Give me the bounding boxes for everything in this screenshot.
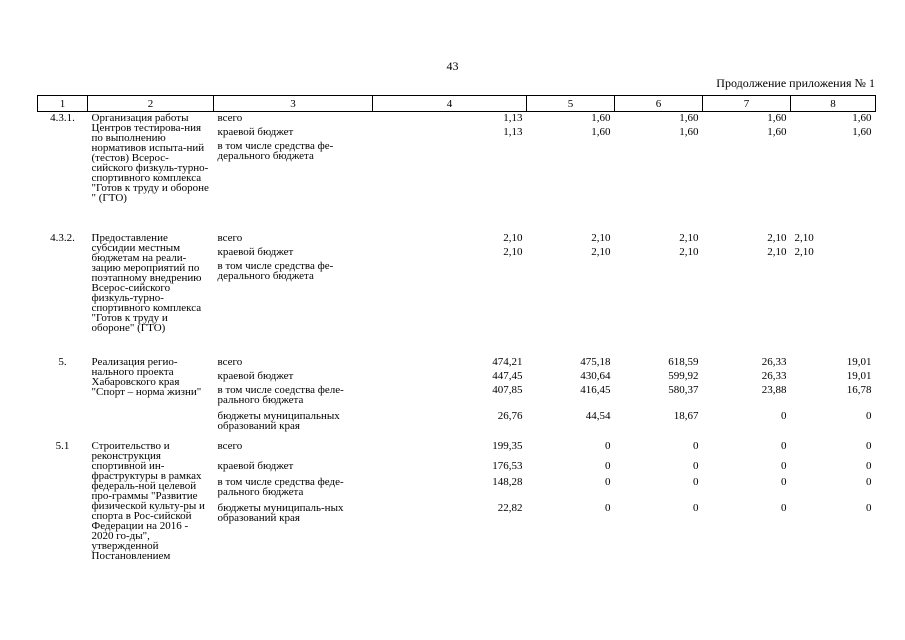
row-name: Строительство и реконструкция спортивной ин-фраструктуры в рамках федераль-ной целевой про-граммы "Развитие физической культу-ры и спорта в Рос-сийской Федерации на 2016 - 2020 го-ды", утвержденной Постановлением — [91, 439, 205, 562]
value-cell: 1,60 — [679, 126, 699, 138]
row-sources — [214, 232, 373, 356]
value-cell: 416,45 — [580, 383, 611, 396]
value-cell: 2,10 — [503, 245, 523, 258]
source-label: всего — [217, 231, 243, 244]
value-cell: 23,88 — [761, 383, 787, 396]
values-col-8 — [791, 356, 876, 440]
value-cell: 1,60 — [767, 112, 787, 124]
value-cell: 199,35 — [492, 439, 523, 452]
source-label: всего — [217, 439, 243, 452]
value-cell: 0 — [866, 439, 872, 452]
column-header-2: 2 — [88, 96, 214, 112]
values-col-7 — [703, 356, 791, 440]
value-cell: 1,60 — [852, 112, 872, 124]
value-cell: 19,01 — [846, 355, 872, 368]
value-cell: 2,10 — [794, 231, 814, 244]
value-cell: 2,10 — [591, 245, 611, 258]
value-cell: 0 — [693, 475, 699, 488]
value-cell: 2,10 — [679, 245, 699, 258]
value-cell: 0 — [866, 459, 872, 472]
source-label: краевой бюджет — [217, 369, 294, 382]
value-cell: 618,59 — [668, 355, 699, 368]
values-col-7 — [703, 440, 791, 590]
values-col-6 — [615, 232, 703, 356]
value-cell: 19,01 — [846, 369, 872, 382]
values-col-4 — [373, 356, 527, 440]
values-col-4 — [373, 112, 527, 232]
values-col-8 — [791, 440, 876, 590]
source-label: в том числе средства фе-дерального бюджета — [217, 259, 334, 282]
source-label: краевой бюджет — [217, 126, 294, 138]
value-cell: 580,37 — [668, 383, 699, 396]
values-col-5 — [527, 232, 615, 356]
value-cell: 2,10 — [503, 231, 523, 244]
value-cell: 1,60 — [591, 112, 611, 124]
value-cell: 2,10 — [679, 231, 699, 244]
column-header-3: 3 — [214, 96, 373, 112]
value-cell: 1,60 — [767, 126, 787, 138]
column-header-8: 8 — [791, 96, 876, 112]
value-cell: 2,10 — [767, 231, 787, 244]
column-header-7: 7 — [703, 96, 791, 112]
values-col-5 — [527, 356, 615, 440]
source-label: бюджеты муниципальных образований края — [217, 409, 340, 432]
values-col-5 — [527, 112, 615, 232]
source-label: всего — [217, 355, 243, 368]
value-cell: 0 — [866, 409, 872, 422]
value-cell: 599,92 — [668, 369, 699, 382]
page-number: 43 — [446, 59, 459, 73]
column-header-5: 5 — [527, 96, 615, 112]
values-col-4 — [373, 440, 527, 590]
row-sources — [214, 356, 373, 440]
source-label: краевой бюджет — [217, 459, 294, 472]
value-cell: 0 — [781, 459, 787, 472]
source-label: в том числе средства фе-дерального бюджета — [217, 140, 334, 162]
value-cell: 2,10 — [794, 245, 814, 258]
values-col-4 — [373, 232, 527, 356]
value-cell: 148,28 — [492, 475, 523, 488]
row-sources — [214, 112, 373, 232]
values-col-7 — [703, 112, 791, 232]
row-number: 4.3.1. — [50, 112, 75, 124]
value-cell: 1,13 — [503, 112, 523, 124]
value-cell: 44,54 — [585, 409, 611, 422]
value-cell: 26,33 — [761, 369, 787, 382]
value-cell: 0 — [781, 409, 787, 422]
row-name: Организация работы Центров тестирова-ния по выполнению нормативов испыта-ний (тестов) Всерос-сийского физкуль-турно-спортивного комплекса "Готов к труду и обороне " (ГТО) — [91, 112, 209, 204]
row-number: 5. — [58, 355, 67, 368]
value-cell: 0 — [693, 439, 699, 452]
values-col-5 — [527, 440, 615, 590]
value-cell: 0 — [605, 501, 611, 514]
value-cell: 1,60 — [591, 126, 611, 138]
value-cell: 0 — [605, 439, 611, 452]
source-label: бюджеты муниципаль-ных образований края — [217, 501, 344, 524]
row-name: Предоставление субсидии местным бюджетам на реали-зацию мероприятий по поэтапному внедрению Всерос-сийского физкуль-турно-спортивного комплекса "Готов к труду и обороне" (ГТО) — [91, 231, 202, 334]
value-cell: 1,13 — [503, 126, 523, 138]
values-col-6 — [615, 356, 703, 440]
source-label: краевой бюджет — [217, 245, 294, 258]
value-cell: 22,82 — [497, 501, 523, 514]
value-cell: 0 — [605, 459, 611, 472]
value-cell: 2,10 — [767, 245, 787, 258]
value-cell: 16,78 — [846, 383, 872, 396]
column-header-6: 6 — [615, 96, 703, 112]
value-cell: 26,33 — [761, 355, 787, 368]
value-cell: 0 — [781, 439, 787, 452]
row-number: 5.1 — [55, 439, 70, 452]
value-cell: 0 — [781, 501, 787, 514]
budget-table — [37, 95, 876, 590]
source-label: в том числе средства феде-рального бюджета — [217, 475, 344, 498]
table-row — [38, 232, 876, 356]
value-cell: 0 — [605, 475, 611, 488]
source-label: всего — [217, 112, 243, 124]
value-cell: 0 — [866, 501, 872, 514]
column-header-4: 4 — [373, 96, 527, 112]
value-cell: 1,60 — [679, 112, 699, 124]
value-cell: 447,45 — [492, 369, 523, 382]
value-cell: 407,85 — [492, 383, 523, 396]
value-cell: 0 — [781, 475, 787, 488]
table-row — [38, 112, 876, 232]
value-cell: 430,64 — [580, 369, 611, 382]
column-header-1: 1 — [38, 96, 88, 112]
row-number: 4.3.2. — [50, 231, 75, 244]
value-cell: 0 — [693, 459, 699, 472]
value-cell: 475,18 — [580, 355, 611, 368]
value-cell: 18,67 — [673, 409, 699, 422]
table-row — [38, 356, 876, 440]
value-cell: 0 — [693, 501, 699, 514]
values-col-8 — [791, 232, 876, 356]
values-col-6 — [615, 112, 703, 232]
values-col-8 — [791, 112, 876, 232]
value-cell: 2,10 — [591, 231, 611, 244]
values-col-6 — [615, 440, 703, 590]
row-name: Реализация регио-нального проекта Хабаровского края "Спорт – норма жизни" — [91, 355, 202, 398]
continuation-label: Продолжение приложения № 1 — [716, 76, 875, 90]
value-cell: 1,60 — [852, 126, 872, 138]
row-sources — [214, 440, 373, 590]
source-label: в том числе соедства феле-рального бюджета — [217, 383, 344, 406]
value-cell: 26,76 — [497, 409, 523, 422]
header-row — [38, 96, 876, 112]
value-cell: 474,21 — [492, 355, 523, 368]
value-cell: 0 — [866, 475, 872, 488]
values-col-7 — [703, 232, 791, 356]
value-cell: 176,53 — [492, 459, 523, 472]
table-row — [38, 440, 876, 590]
